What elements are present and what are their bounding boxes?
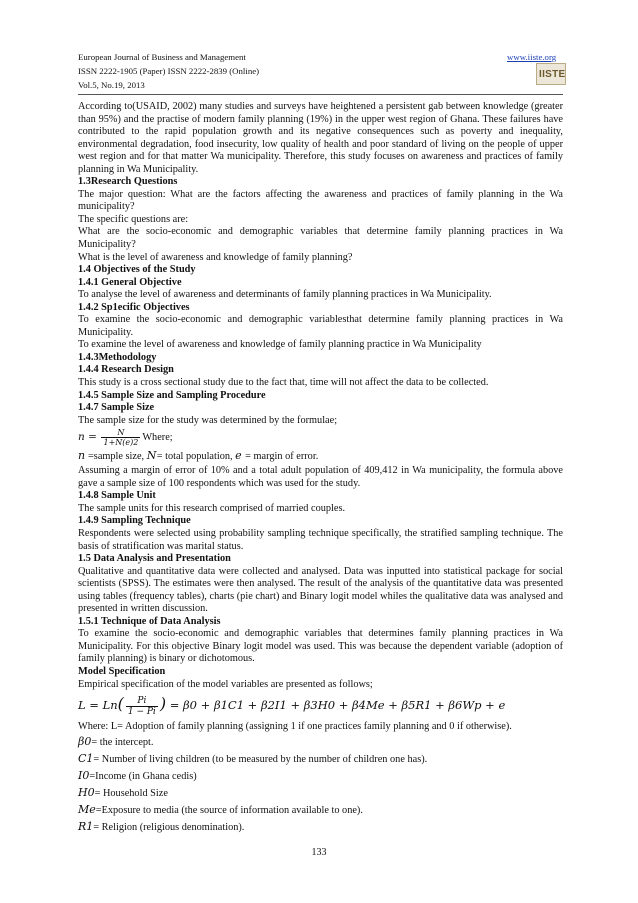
page-number: 133 [311,847,327,858]
equation-lhs: L = Ln [78,698,118,713]
r1-definition: = Religion (religious denomination). [93,821,245,833]
question-2: What is the level of awareness and knowledge of family planning? [78,251,353,263]
symbol-n: n [78,449,86,463]
major-question: The major question: What are the factors affecting the awareness and practices of family planning in the Wa municipality? [78,188,563,213]
definition-N: = total population, [156,451,233,463]
formula-definitions [78,448,563,465]
symbol-N: N [146,449,157,463]
journal-website-link[interactable]: www.iiste.org [507,52,557,62]
symbol-me: Me [78,802,96,816]
article-body [78,101,563,836]
heading-sample-size: 1.4.7 Sample Size [78,402,155,414]
symbol-i0: I0 [78,768,90,782]
heading-model-specification: Model Specification [78,665,166,677]
variable-i0 [78,768,563,785]
beta0-definition: = the intercept. [91,736,154,748]
variable-me [78,802,563,819]
sample-unit-text: The sample units for this research comprised of married couples. [78,502,346,514]
iiste-logo [536,63,566,85]
model-equation: L = Ln( $\frac{Pi}{1 - Pi}$ ) = β0 + β1C1 + β2I1 + β3H0 + β4Me + β5R1 + β6Wp + e [78,694,506,717]
heading-sample-size-procedure: 1.4.5 Sample Size and Sampling Procedure [78,389,266,401]
variable-beta0 [78,734,563,751]
assumption-paragraph: Assuming a margin of error of 10% and a total adult population of 409,412 in Wa municipality, the formula above gave a sample size of 100 respondents which was used for the study. [78,465,563,489]
formula-denominator: 1+N(e)2 [103,438,139,448]
data-analysis-text: Qualitative and quantitative data were collected and analysed. Data was inputted into statistical package for social scientists (SPSS). The estimates were then analysed. The result of the analysis of the quantitative data was presented using tables (frequency tables), charts (pie chart) and Binary logit model whiles the qualitative data was analysed and presented in written discussion. [78,565,563,615]
heading-specific-objectives: 1.4.2 Sp1ecific Objectives [78,301,190,313]
i0-definition: =Income (in Ghana cedis) [89,770,197,782]
sampling-technique-text: Respondents were selected using probability sampling technique specifically, the stratified sampling technique. The basis of stratification was marital status. [78,527,563,552]
symbol-e: e [235,449,242,463]
variable-c1 [78,751,563,768]
heading-technique-data-analysis: 1.5.1 Technique of Data Analysis [78,615,221,627]
formula-lhs: n = [78,431,97,444]
header-divider [78,94,563,95]
general-objective: To analyse the level of awareness and determinants of family planning practices in Wa Municipality. [78,289,492,301]
heading-research-design: 1.4.4 Research Design [78,364,174,376]
objective-2: To examine the level of awareness and knowledge of family planning practice in Wa Municipality [78,339,482,351]
heading-research-questions: 1.3Research Questions [78,176,178,188]
where-definition: Where: L= Adoption of family planning (assigning 1 if one practices family planning and 0 if otherwise). [78,721,512,733]
heading-sample-unit: 1.4.8 Sample Unit [78,490,156,502]
sample-size-formula [78,427,563,448]
heading-general-objective: 1.4.1 General Objective [78,276,182,288]
heading-objectives: 1.4 Objectives of the Study [78,264,196,276]
intro-paragraph: According to(USAID, 2002) many studies and surveys have heightened a persistent gab between knowledge (greater than 95%) and the practise of modern family planning (19%) in the upper west region of Ghana. These failures have contributed to the rapid population growth and its negative consequences such as poverty and inequality, environmental degradation, food insecurity, low quality of health and poor standard of living on the people of upper west region and for that matter Wa municipality. Therefore, this study focuses on awareness and practices of family planning in Wa Municipality. [78,101,563,175]
symbol-h0: H0 [78,785,95,799]
objective-1: To examine the socio-economic and demographic variablesthat determine family planning practices in Wa Municipality. [78,314,563,338]
definition-e: = margin of error. [245,451,319,463]
equation-fraction [126,696,158,717]
technique-data-analysis-text: To examine the socio-economic and demographic variables that determines family planning practices in Wa Municipality. For this objective Binary logit model was used. This was because the dependent variable (adoption of family planning) is binary or dichotomous. [78,628,563,665]
logo-text: IISTE [539,69,566,80]
equation-rhs: = β0 + β1C1 + β2I1 + β3H0 + β4Me + β5R1 + β6Wp + e [169,698,506,713]
heading-data-analysis: 1.5 Data Analysis and Presentation [78,553,231,565]
journal-title: European Journal of Business and Management [78,52,246,62]
equation-denominator: 1 − Pi [127,706,156,717]
variable-h0 [78,785,563,802]
formula-where: Where; [142,432,173,444]
sample-size-text: The sample size for the study was determined by the formulae; [78,414,338,426]
c1-definition: = Number of living children (to be measured by the number of children one has). [93,753,428,765]
symbol-r1: R1 [78,819,94,833]
equation-numerator: Pi [126,696,158,707]
journal-volume: Vol.5, No.19, 2013 [78,80,145,90]
variable-r1 [78,819,563,836]
research-design-text: This study is a cross sectional study due to the fact that, time will not affect the data to be collected. [78,377,489,389]
definition-n: =sample size, [88,451,145,463]
formula-numerator: N [101,428,140,438]
symbol-beta0: β0 [78,734,92,748]
empirical-specification-text: Empirical specification of the model variables are presented as follows; [78,678,373,690]
h0-definition: = Household Size [94,787,168,799]
specific-questions-intro: The specific questions are: [78,213,189,225]
heading-sampling-technique: 1.4.9 Sampling Technique [78,515,191,527]
question-1: What are the socio-economic and demographic variables that determine family planning practices in Wa Municipality? [78,226,563,251]
journal-issn: ISSN 2222-1905 (Paper) ISSN 2222-2839 (Online) [78,66,260,76]
symbol-c1: C1 [78,751,94,765]
formula-fraction [101,428,140,447]
me-definition: =Exposure to media (the source of information available to one). [95,804,363,816]
heading-methodology: 1.4.3Methodology [78,351,157,363]
